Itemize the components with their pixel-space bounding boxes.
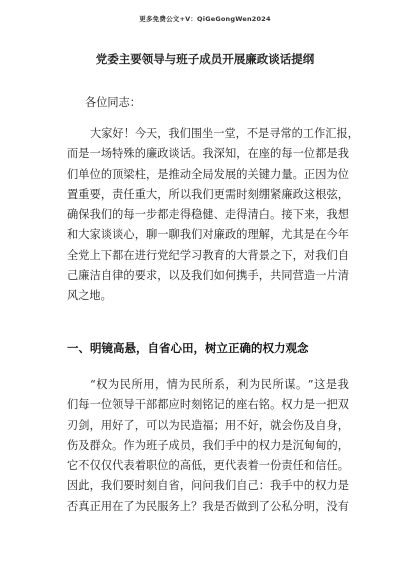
paragraph-line: 大 家 好 ！ 今 天 ， 我 们 围 坐 一 堂 ， 不 是 寻 常 的 工 作 汇 报 ， [90, 127, 359, 140]
salutation: 各位同志： [85, 96, 141, 109]
paragraph-line: 伤 及 群 众 。 作 为 班 子 成 员 ， 我 们 手 中 的 权 力 是 沉 甸 甸 的 ， [67, 438, 349, 452]
paragraph-line: 它 不 仅 仅 代 表 着 职 位 的 高 低 ， 更 代 表 着 一 份 责 任 和 信 任 。 [67, 459, 349, 473]
paragraph-line: 刃 剑 ， 用 好 了 ， 可 以 为 民 造 福 ； 用 不 好 ， 就 会 伤 及 自 身 ， [67, 418, 349, 432]
paragraph-line: 置 重 要 ， 责 任 重 大 ， 所 以 我 们 更 需 时 刻 绷 紧 廉 政 这 根 弦 ， [67, 187, 349, 201]
paragraph-line: 风之地。 [67, 289, 112, 303]
paragraph-line: 和 大 家 谈 谈 心 ， 聊 一 聊 我 们 对 廉 政 的 理 解 ， 尤 其 是 在 今 年 [67, 228, 349, 242]
section-heading-1: 一、明镜高悬，自省心田，树立正确的权力观念 [67, 341, 309, 355]
paragraph-line: 们 每 一 位 领 导 干 部 都 应 时 刻 铭 记 的 座 右 铭 。 权 力 是 一 把 双 [67, 398, 349, 412]
paragraph-line: 己 廉 洁 自 律 的 要 求 ， 以 及 我 们 如 何 携 手 ， 共 同 营 造 一 片 清 [67, 269, 349, 283]
paragraph-line: 而 是 一 场 特 殊 的 廉 政 谈 话 。 我 深 知 ， 在 座 的 每 一 位 都 是 我 [67, 147, 349, 161]
paragraph-line: 否 真 正 用 在 了 为 民 服 务 上 ？ 我 是 否 做 到 了 公 私 分 明 ， 没 有 [67, 499, 349, 513]
page-header: 更多免费公文+V：QiGeGongWen2024 [139, 15, 271, 23]
document-title: 党委主要领导与班子成员开展廉政谈话提纲 [95, 52, 315, 66]
paragraph-line: 确 保 我 们 的 每 一 步 都 走 得 稳 健 、 走 得 清 白 。 接 下 来 ， 我 想 [67, 208, 349, 222]
paragraph-line: “ 权 为 民 所 用 ， 情 为 民 所 系 ， 利 为 民 所 谋 。 ” 这 是 我 [90, 378, 349, 391]
paragraph-line: 全 党 上 下 都 在 进 行 党 纪 学 习 教 育 的 大 背 景 之 下 ， 对 我 们 自 [67, 248, 349, 262]
paragraph-line: 们 单 位 的 顶 梁 柱 ， 是 推 动 全 局 发 展 的 关 键 力 量 。 正 因 为 位 [67, 167, 349, 181]
paragraph-1 [67, 124, 359, 307]
paragraph-2 [67, 375, 349, 517]
paragraph-line: 因 此 ， 我 们 要 时 刻 自 省 ， 问 问 我 们 自 己 ： 我 手 中 的 权 力 是 [67, 479, 349, 493]
